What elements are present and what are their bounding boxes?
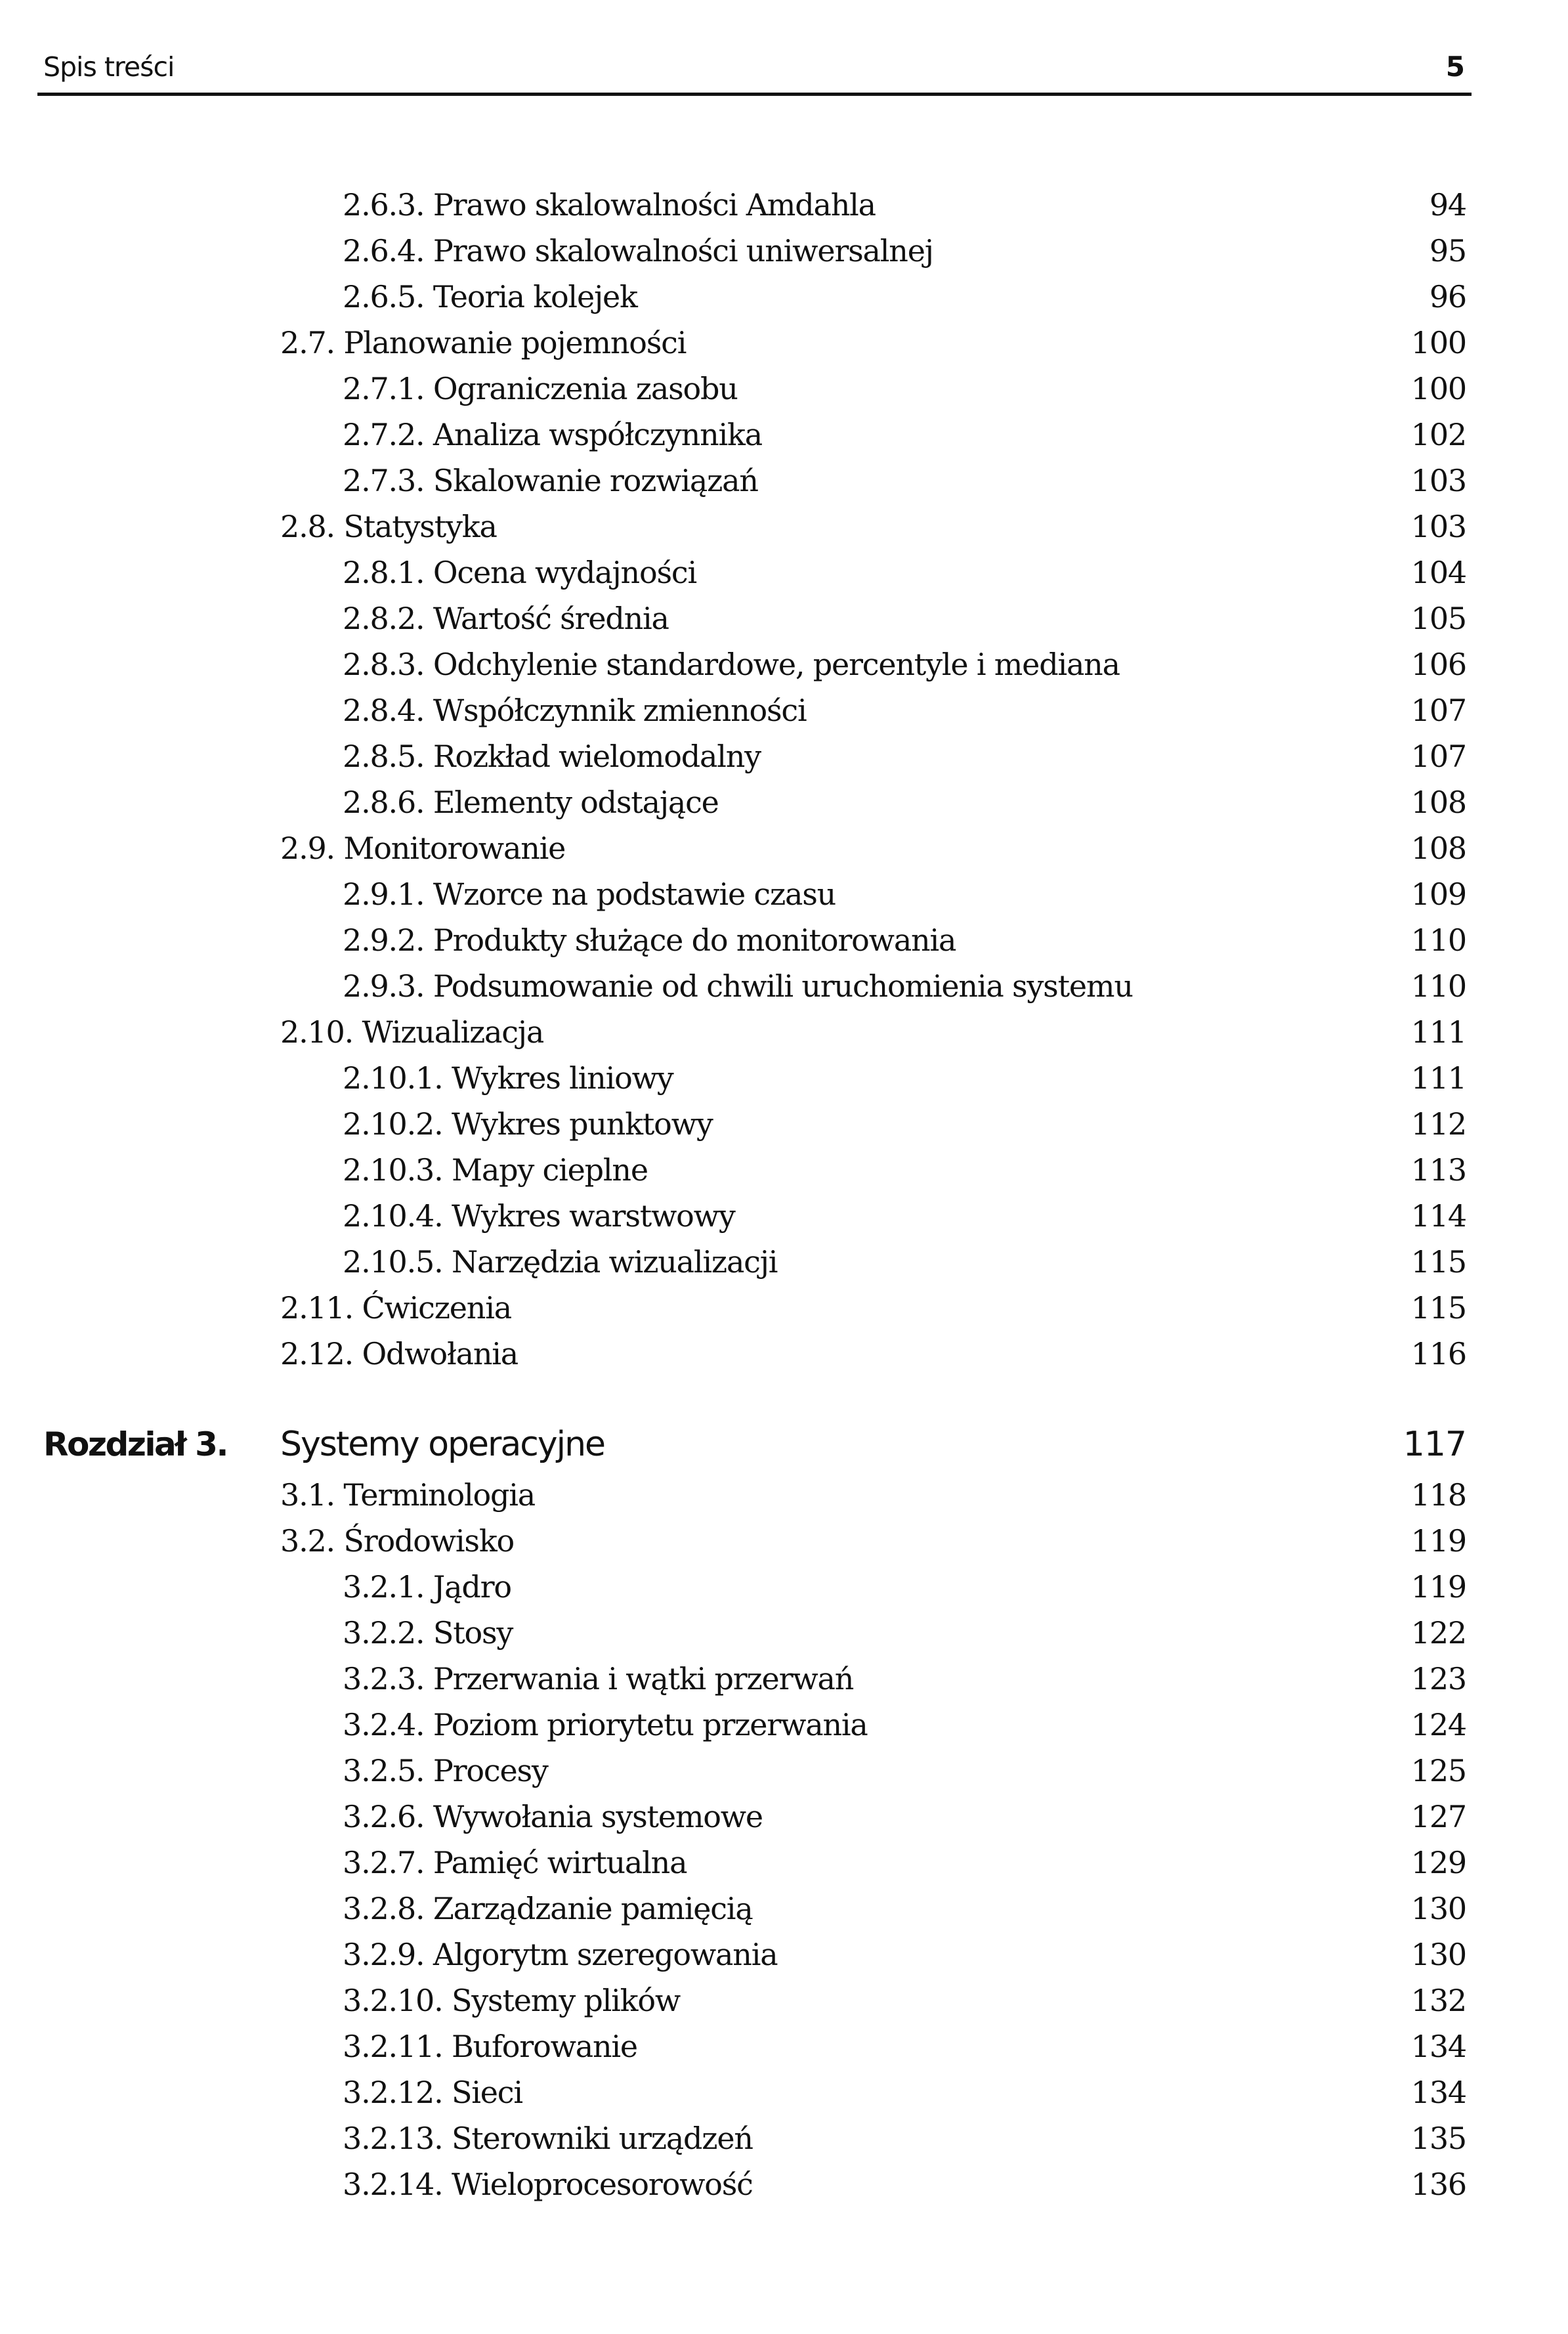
toc-entry-page: 130	[1410, 1891, 1466, 1926]
toc-entry[interactable]	[0, 1610, 1466, 1656]
toc-entry-label: 2.8.1. Ocena wydajności	[343, 555, 696, 590]
toc-entry-label: 3.2.1. Jądro	[343, 1569, 511, 1605]
toc-entry-page: 115	[1410, 1290, 1466, 1326]
toc-entry-label: 2.8.2. Wartość średnia	[343, 601, 669, 636]
toc-entry[interactable]	[0, 1285, 1466, 1331]
toc-entry[interactable]	[0, 1794, 1466, 1840]
toc-entry-label: 2.8.5. Rozkład wielomodalny	[343, 739, 761, 774]
toc-entry-label: 3.2.7. Pamięć wirtualna	[343, 1845, 687, 1880]
toc-entry-page: 134	[1410, 2075, 1466, 2110]
toc-entry[interactable]	[0, 458, 1466, 504]
toc-entry-page: 119	[1410, 1523, 1466, 1559]
toc-entry[interactable]	[0, 2069, 1466, 2115]
toc-entry-label: 2.12. Odwołania	[280, 1336, 518, 1372]
toc-entry-label: 2.10. Wizualizacja	[280, 1014, 544, 1050]
toc-entry-page: 129	[1410, 1845, 1466, 1880]
toc-entry[interactable]	[0, 2115, 1466, 2161]
toc-entry[interactable]	[0, 641, 1466, 687]
toc-entry[interactable]	[0, 1472, 1466, 1518]
toc-entry[interactable]	[0, 1518, 1466, 1564]
toc-entry[interactable]	[0, 182, 1466, 228]
toc-entry-label: 2.7. Planowanie pojemności	[280, 325, 687, 360]
toc-entry[interactable]	[0, 1748, 1466, 1794]
toc-entry[interactable]	[0, 1239, 1466, 1285]
toc-entry[interactable]	[0, 917, 1466, 963]
toc-entry-page: 125	[1410, 1753, 1466, 1788]
toc-entry-label: 2.9.1. Wzorce na podstawie czasu	[343, 876, 836, 912]
toc-entry-label: 3.2.10. Systemy plików	[343, 1983, 681, 2018]
toc-entry-page: 136	[1410, 2167, 1466, 2202]
toc-entry-label: 2.10.3. Mapy cieplne	[343, 1152, 648, 1188]
toc-entry[interactable]	[0, 1055, 1466, 1101]
toc-entry[interactable]	[0, 687, 1466, 733]
toc-entry-page: 112	[1410, 1106, 1466, 1142]
toc-entry-label: 3.2.3. Przerwania i wątki przerwań	[343, 1661, 854, 1696]
toc-entry-label: 2.6.3. Prawo skalowalności Amdahla	[343, 187, 876, 223]
toc-entry-page: 113	[1410, 1152, 1466, 1188]
toc-entry-label: 2.8.4. Współczynnik zmienności	[343, 693, 807, 728]
toc-entry[interactable]	[0, 1009, 1466, 1055]
toc-entry-label: 3.1. Terminologia	[280, 1477, 535, 1513]
toc-entry[interactable]	[0, 825, 1466, 871]
toc-entry-page: 134	[1410, 2029, 1466, 2064]
toc-entry-label: 2.8.3. Odchylenie standardowe, percentyle i mediana	[343, 647, 1120, 682]
toc-entry[interactable]	[0, 228, 1466, 274]
toc-entry[interactable]	[0, 504, 1466, 550]
chapter-label: Rozdział 3.	[43, 1425, 227, 1463]
toc-entry-page: 106	[1410, 647, 1466, 682]
toc-entry-label: 2.7.1. Ograniczenia zasobu	[343, 371, 738, 406]
toc-entry-page: 111	[1410, 1014, 1466, 1050]
toc-entry-page: 107	[1410, 693, 1466, 728]
toc-entry-page: 130	[1410, 1937, 1466, 1972]
toc-entry[interactable]	[0, 963, 1466, 1009]
toc-entry[interactable]	[0, 2023, 1466, 2069]
toc-entry-label: 2.9.2. Produkty służące do monitorowania	[343, 922, 956, 958]
toc-entry-label: 3.2.12. Sieci	[343, 2075, 522, 2110]
toc-entry-label: 2.9. Monitorowanie	[280, 831, 566, 866]
toc-entry[interactable]	[0, 1193, 1466, 1239]
toc-entry-page: 114	[1410, 1198, 1466, 1234]
chapter-page: 117	[1403, 1425, 1466, 1464]
toc-entry-page: 102	[1410, 417, 1466, 452]
toc-entry-label: 3.2.4. Poziom priorytetu przerwania	[343, 1707, 868, 1742]
toc-entry[interactable]	[0, 1932, 1466, 1977]
toc-entry-page: 119	[1410, 1569, 1466, 1605]
toc-entry-label: 2.7.3. Skalowanie rozwiązań	[343, 463, 758, 498]
toc-entry-page: 96	[1429, 279, 1466, 314]
toc-entry-label: 3.2.6. Wywołania systemowe	[343, 1799, 763, 1834]
toc-entry-page: 107	[1410, 739, 1466, 774]
toc-entry-page: 118	[1410, 1477, 1466, 1513]
toc-entry-label: 2.8. Statystyka	[280, 509, 497, 544]
toc-entry-page: 103	[1410, 463, 1466, 498]
toc-entry-page: 127	[1410, 1799, 1466, 1834]
toc-entry[interactable]	[0, 779, 1466, 825]
toc-entry-page: 124	[1410, 1707, 1466, 1742]
running-header	[37, 39, 1472, 95]
toc-entry[interactable]	[0, 1840, 1466, 1886]
toc-entry-label: 3.2.8. Zarządzanie pamięcią	[343, 1891, 753, 1926]
toc-entry-label: 2.9.3. Podsumowanie od chwili uruchomienia systemu	[343, 968, 1133, 1004]
toc-entry[interactable]	[0, 320, 1466, 366]
toc-entry[interactable]	[0, 595, 1466, 641]
toc-entry[interactable]	[0, 871, 1466, 917]
toc-entry-label: 2.8.6. Elementy odstające	[343, 785, 719, 820]
toc-entry-page: 109	[1410, 876, 1466, 912]
toc-entry-page: 123	[1410, 1661, 1466, 1696]
toc-entry-label: 2.10.4. Wykres warstwowy	[343, 1198, 735, 1234]
toc-entry-page: 115	[1410, 1244, 1466, 1280]
toc-entry[interactable]	[0, 366, 1466, 412]
toc-entry[interactable]	[0, 1977, 1466, 2023]
toc-entry-label: 2.10.5. Narzędzia wizualizacji	[343, 1244, 778, 1280]
toc-entry-label: 3.2.11. Buforowanie	[343, 2029, 637, 2064]
toc-entry-label: 2.6.4. Prawo skalowalności uniwersalnej	[343, 233, 933, 269]
toc-entry-label: 3.2.14. Wieloprocesorowość	[343, 2167, 753, 2202]
toc-entry-page: 103	[1410, 509, 1466, 544]
page-number: 5	[1445, 51, 1465, 83]
toc-entry-label: 3.2.5. Procesy	[343, 1753, 548, 1788]
toc-entry-page: 100	[1410, 371, 1466, 406]
toc-chapter-entry[interactable]	[0, 1417, 1466, 1472]
toc-entry[interactable]	[0, 412, 1466, 458]
toc-entry-label: 2.10.2. Wykres punktowy	[343, 1106, 713, 1142]
toc-entry[interactable]	[0, 1656, 1466, 1702]
toc-entry[interactable]	[0, 1702, 1466, 1748]
toc-entry-page: 111	[1410, 1060, 1466, 1096]
toc-entry-page: 100	[1410, 325, 1466, 360]
toc-entry-page: 108	[1410, 831, 1466, 866]
toc-entry-label: 3.2. Środowisko	[280, 1523, 514, 1559]
running-header-title: Spis treści	[43, 51, 175, 83]
toc-entry-page: 104	[1410, 555, 1466, 590]
chapter-title: Systemy operacyjne	[280, 1425, 605, 1464]
toc-entry-label: 3.2.2. Stosy	[343, 1615, 513, 1651]
toc-entry-page: 110	[1410, 968, 1466, 1004]
toc-entry-page: 95	[1429, 233, 1466, 269]
toc-entry-page: 116	[1410, 1336, 1466, 1372]
toc-entry[interactable]	[0, 733, 1466, 779]
toc-entry-page: 108	[1410, 785, 1466, 820]
toc-entry-page: 110	[1410, 922, 1466, 958]
toc-entry-page: 94	[1429, 187, 1466, 223]
toc-entry-page: 105	[1410, 601, 1466, 636]
toc-entry-page: 122	[1410, 1615, 1466, 1651]
toc-entry[interactable]	[0, 1147, 1466, 1193]
toc-entry-label: 2.10.1. Wykres liniowy	[343, 1060, 673, 1096]
toc-entry[interactable]	[0, 1331, 1466, 1377]
toc-entry[interactable]	[0, 274, 1466, 320]
header-rule-divider	[37, 93, 1472, 96]
toc-entry-label: 2.7.2. Analiza współczynnika	[343, 417, 762, 452]
toc-entry[interactable]	[0, 1101, 1466, 1147]
toc-entry-page: 132	[1410, 1983, 1466, 2018]
toc-entry-label: 3.2.13. Sterowniki urządzeń	[343, 2121, 753, 2156]
toc-entry[interactable]	[0, 550, 1466, 595]
toc-entry[interactable]	[0, 1886, 1466, 1932]
toc-entry-page: 135	[1410, 2121, 1466, 2156]
toc-entry-label: 2.6.5. Teoria kolejek	[343, 279, 637, 314]
toc-entry[interactable]	[0, 1564, 1466, 1610]
toc-entry[interactable]	[0, 2161, 1466, 2207]
toc-entry-label: 2.11. Ćwiczenia	[280, 1290, 511, 1326]
toc-entry-label: 3.2.9. Algorytm szeregowania	[343, 1937, 778, 1972]
